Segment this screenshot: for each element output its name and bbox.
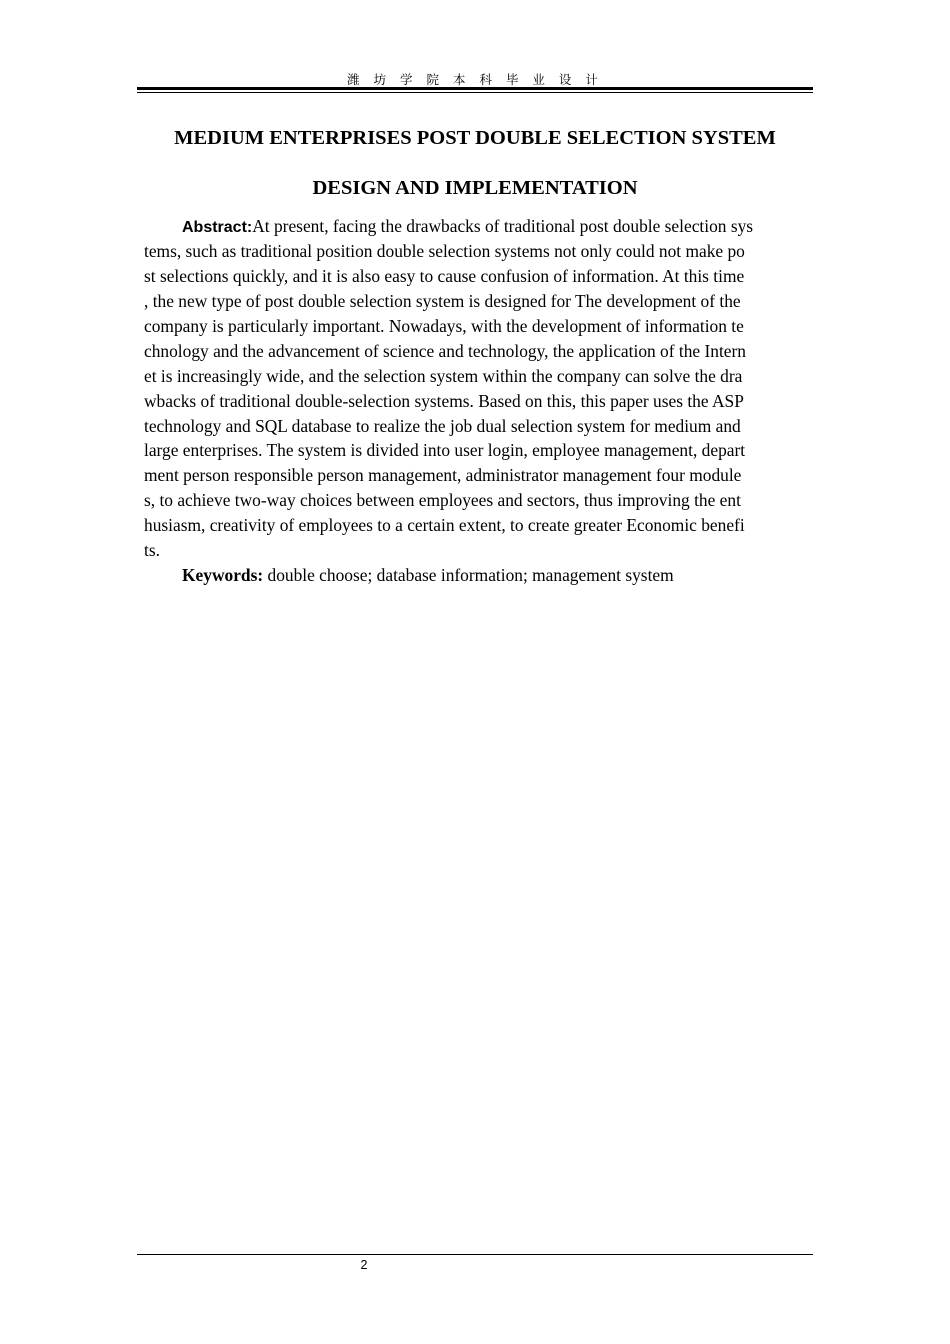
title-line-2: DESIGN AND IMPLEMENTATION: [312, 177, 638, 199]
running-header: 潍 坊 学 院 本 科 毕 业 设 计: [347, 72, 603, 87]
abstract-line: tems, such as traditional position double selection systems not only could not make po: [144, 240, 745, 261]
abstract-line-1: [144, 214, 810, 239]
abstract-line: et is increasingly wide, and the selection system within the company can solve the dra: [144, 365, 743, 386]
abstract-line: , the new type of post double selection system is designed for The development of the: [144, 290, 741, 311]
abstract-line: s, to achieve two-way choices between employees and sectors, thus improving the ent: [144, 490, 741, 511]
keywords-line: [144, 563, 810, 588]
header-rule-thick: [137, 87, 813, 90]
page-number: 2: [360, 1258, 368, 1272]
keywords-label: Keywords:: [182, 565, 264, 586]
abstract-line: technology and SQL database to realize the job dual selection system for medium and: [144, 415, 741, 436]
abstract-text: At present, facing the drawbacks of traditional post double selection sys: [252, 216, 754, 236]
abstract-line: chnology and the advancement of science and technology, the application of the Intern: [144, 340, 747, 361]
abstract-line: large enterprises. The system is divided into user login, employee management, depart: [144, 440, 746, 461]
abstract-label: Abstract:: [182, 219, 253, 236]
abstract-line: ts.: [144, 540, 160, 561]
abstract-section: [144, 214, 810, 588]
abstract-line: wbacks of traditional double-selection systems. Based on this, this paper uses the ASP: [144, 390, 744, 411]
abstract-line: ment person responsible person management, administrator management four module: [144, 465, 742, 486]
header-rule-thin: [137, 92, 813, 93]
abstract-line: husiasm, creativity of employees to a certain extent, to create greater Economic benefi: [144, 515, 745, 536]
keywords-text: double choose; database information; management system: [263, 565, 674, 586]
footer-rule: [137, 1254, 813, 1255]
abstract-line: st selections quickly, and it is also easy to cause confusion of information. At this time: [144, 265, 745, 286]
title-line-1: MEDIUM ENTERPRISES POST DOUBLE SELECTION SYSTEM: [174, 127, 776, 149]
abstract-line: company is particularly important. Nowadays, with the development of information te: [144, 315, 744, 336]
